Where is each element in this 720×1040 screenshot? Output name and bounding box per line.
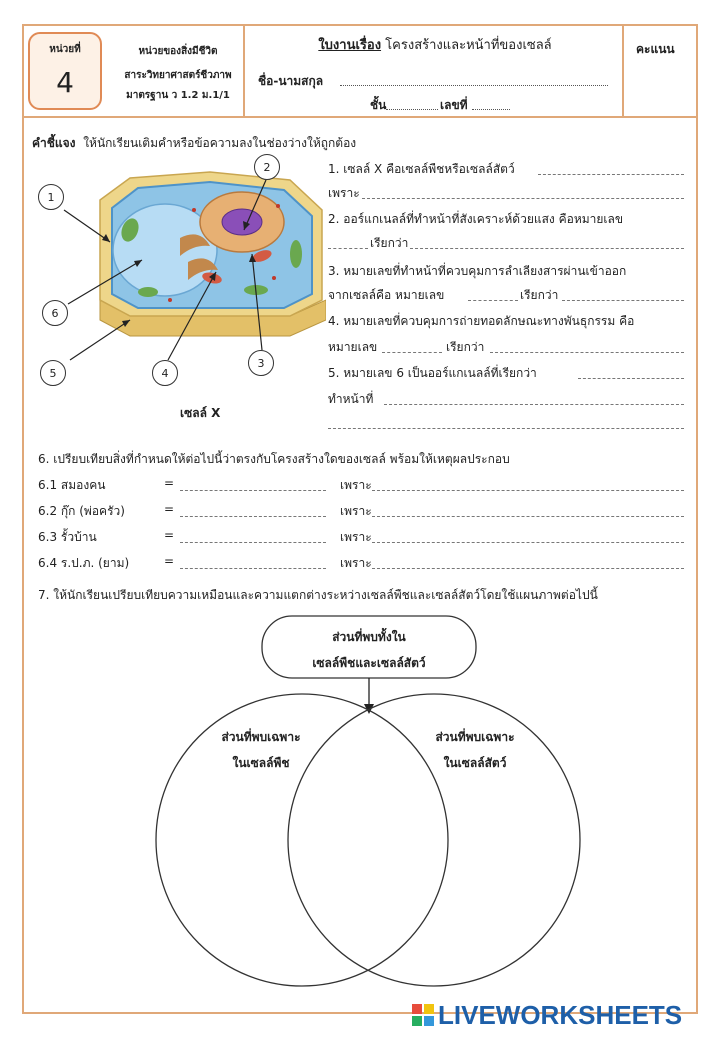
instruction-text: ให้นักเรียนเติมคำหรือข้อความลงในช่องว่างให้ถูกต้อง	[83, 136, 357, 150]
q6-2-structure[interactable]	[180, 516, 326, 517]
venn-animal-line1: ส่วนที่พบเฉพาะ	[435, 730, 515, 744]
q5-text: 5. หมายเลข 6 เป็นออร์แกเนลล์ที่เรียกว่า	[328, 366, 537, 380]
unit-box	[28, 32, 102, 110]
q3-text-2: จากเซลล์คือ หมายเลข	[328, 288, 445, 302]
q5-function: ทำหน้าที่	[328, 392, 374, 406]
cell-diagram	[30, 150, 326, 394]
number-field[interactable]	[472, 109, 510, 110]
unit-info-line: มาตรฐาน ว 1.2 ม.1/1	[126, 90, 230, 101]
name-field[interactable]	[340, 85, 608, 86]
label-1: 1	[38, 184, 64, 210]
unit-number: 4	[56, 66, 74, 99]
name-label: ชื่อ-นามสกุล	[258, 74, 324, 88]
venn-plant-line1: ส่วนที่พบเฉพาะ	[221, 730, 301, 744]
label-6: 6	[42, 300, 68, 326]
q2-number[interactable]	[328, 248, 368, 249]
q3-called: เรียกว่า	[520, 288, 559, 302]
q4-name[interactable]	[490, 352, 684, 353]
q1-text: 1. เซลล์ X คือเซลล์พืชหรือเซลล์สัตว์	[328, 162, 515, 176]
q6-item: 6.2 กุ๊ก (พ่อครัว)	[38, 504, 125, 518]
figure-caption: เซลล์ X	[180, 406, 221, 420]
q6-because: เพราะ	[340, 504, 372, 518]
worksheet-title	[250, 34, 620, 55]
liveworksheets-logo-icon	[412, 1004, 434, 1026]
q3-text: 3. หมายเลขที่ทำหน้าที่ควบคุมการลำเลียงสารผ่านเข้าออก	[328, 264, 627, 278]
q6-equals: =	[164, 554, 175, 568]
header-divider	[22, 116, 698, 118]
q4-number[interactable]	[382, 352, 442, 353]
score-label: คะแนน	[636, 42, 675, 56]
q2-name[interactable]	[410, 248, 684, 249]
q4-text-2: หมายเลข	[328, 340, 378, 354]
q6-item: 6.1 สมองคน	[38, 478, 106, 492]
q6-1-structure[interactable]	[180, 490, 326, 491]
q6-equals: =	[164, 502, 175, 516]
liveworksheets-logo[interactable]: LIVEWORKSHEETS	[438, 1000, 683, 1030]
label-4: 4	[152, 360, 178, 386]
instruction-label: คำชี้แจง	[32, 136, 76, 150]
q1-because: เพราะ	[328, 186, 360, 200]
q1-reason[interactable]	[362, 198, 684, 199]
label-5: 5	[40, 360, 66, 386]
q2-called: เรียกว่า	[370, 236, 409, 250]
q4-text: 4. หมายเลขที่ควบคุมการถ่ายทอดลักษณะทางพันธุกรรม คือ	[328, 314, 635, 328]
venn-common-line2: เซลล์พืชและเซลล์สัตว์	[312, 656, 426, 670]
venn-plant-line2: ในเซลล์พืช	[232, 756, 290, 770]
q4-called: เรียกว่า	[446, 340, 485, 354]
title-rest: โครงสร้างและหน้าที่ของเซลล์	[381, 38, 552, 53]
q6-item: 6.4 ร.ป.ภ. (ยาม)	[38, 556, 130, 570]
q6-2-reason[interactable]	[372, 516, 684, 517]
class-label: ชั้น	[370, 98, 387, 112]
q6-because: เพราะ	[340, 530, 372, 544]
q5-answer-2[interactable]	[328, 428, 684, 429]
q6-4-reason[interactable]	[372, 568, 684, 569]
header-column-divider	[622, 24, 624, 117]
label-2: 2	[254, 154, 280, 180]
q6-text: 6. เปรียบเทียบสิ่งที่กำหนดให้ต่อไปนี้ว่าตรงกับโครงสร้างใดของเซลล์ พร้อมให้เหตุผลประกอบ	[38, 452, 510, 466]
q6-because: เพราะ	[340, 478, 372, 492]
unit-info-line: หน่วยของสิ่งมีชีวิต	[138, 46, 218, 57]
venn-animal-line2: ในเซลล์สัตว์	[443, 756, 507, 770]
unit-label: หน่วยที่	[49, 44, 81, 55]
q7-text: 7. ให้นักเรียนเปรียบเทียบความเหมือนและความแตกต่างระหว่างเซลล์พืชและเซลล์สัตว์โดยใช้แผนภาพต่อไปนี้	[38, 588, 598, 602]
q5-answer[interactable]	[384, 404, 684, 405]
q3-number[interactable]	[468, 300, 518, 301]
q1-answer[interactable]	[538, 174, 684, 175]
number-label: เลขที่	[440, 98, 468, 112]
label-3: 3	[248, 350, 274, 376]
q6-4-structure[interactable]	[180, 568, 326, 569]
q6-3-structure[interactable]	[180, 542, 326, 543]
class-field[interactable]	[386, 109, 438, 110]
q6-equals: =	[164, 528, 175, 542]
q6-because: เพราะ	[340, 556, 372, 570]
q6-3-reason[interactable]	[372, 542, 684, 543]
venn-common-line1: ส่วนที่พบทั้งใน	[332, 630, 406, 644]
q5-name[interactable]	[578, 378, 684, 379]
unit-info-line: สาระวิทยาศาสตร์ชีวภาพ	[124, 70, 232, 81]
q6-1-reason[interactable]	[372, 490, 684, 491]
q6-equals: =	[164, 476, 175, 490]
title-underlined: ใบงานเรื่อง	[318, 38, 382, 53]
q2-text: 2. ออร์แกเนลล์ที่ทำหน้าที่สังเคราะห์ด้วยแสง คือหมายเลข	[328, 212, 624, 226]
q3-name[interactable]	[562, 300, 684, 301]
q6-item: 6.3 รั้วบ้าน	[38, 530, 97, 544]
